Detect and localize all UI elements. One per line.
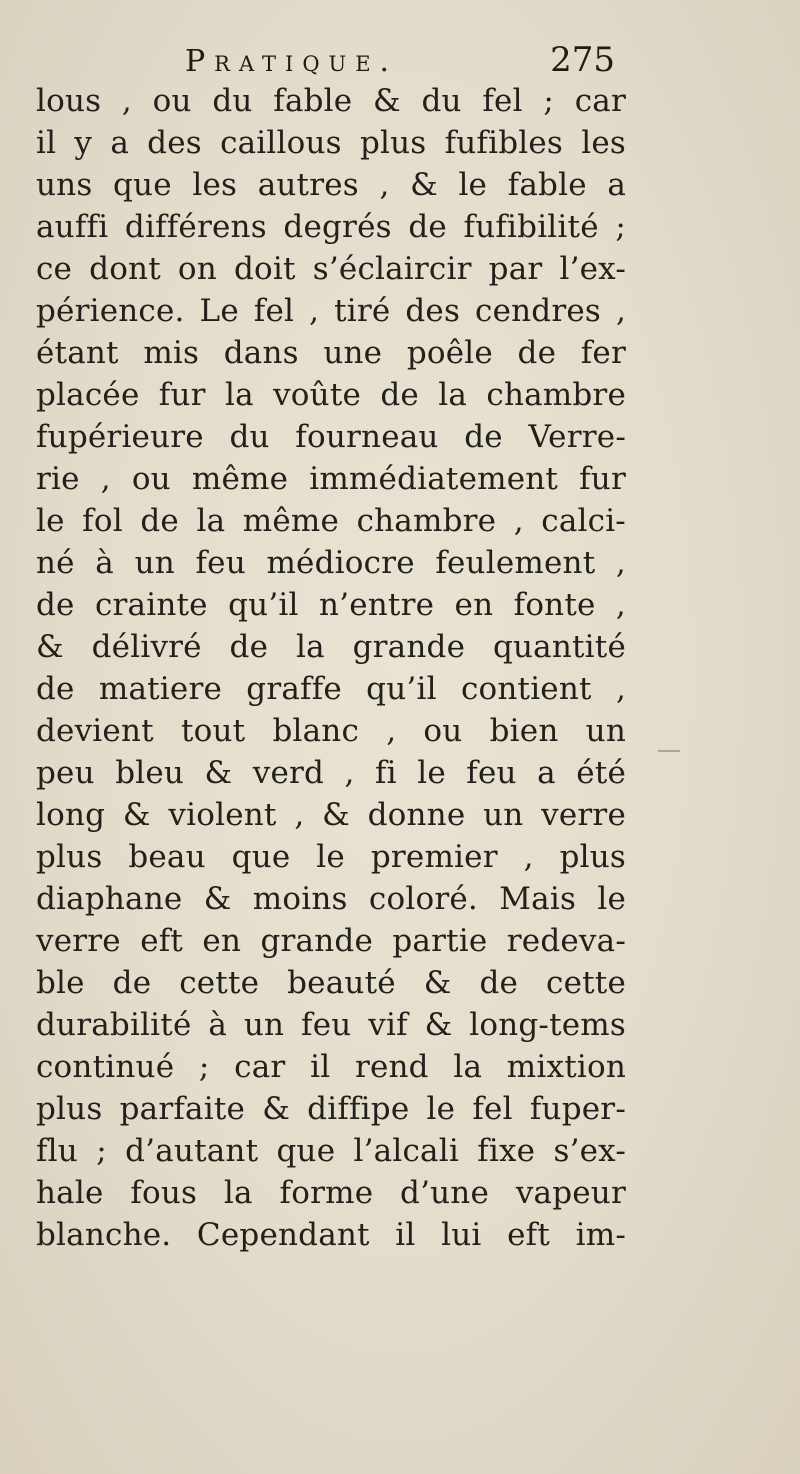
- text-line: lous , ou du fable & du fel ; car: [36, 83, 626, 119]
- text-line: il y a des caillous plus fufibles les: [36, 125, 626, 161]
- margin-mark: [658, 750, 680, 752]
- text-line: de matiere graffe qu’il contient ,: [36, 671, 626, 707]
- text-line: plus beau que le premier , plus: [36, 839, 626, 875]
- text-line: hale fous la forme d’une vapeur: [36, 1175, 626, 1211]
- text-line: & délivré de la grande quantité: [36, 629, 626, 665]
- text-line: ce dont on doit s’éclaircir par l’ex-: [36, 251, 626, 287]
- running-head: Pratique.: [185, 44, 399, 79]
- text-line: uns que les autres , & le fable a: [36, 167, 626, 203]
- text-line: auffi différens degrés de fufibilité ;: [36, 209, 626, 245]
- text-line: peu bleu & verd , fi le feu a été: [36, 755, 626, 791]
- text-line: ble de cette beauté & de cette: [36, 965, 626, 1001]
- text-line: verre eft en grande partie redeva-: [36, 923, 626, 959]
- text-line: continué ; car il rend la mixtion: [36, 1049, 626, 1085]
- text-line: diaphane & moins coloré. Mais le: [36, 881, 626, 917]
- text-line: le fol de la même chambre , calci-: [36, 503, 626, 539]
- body-text: [36, 80, 626, 1256]
- text-line: de crainte qu’il n’entre en fonte ,: [36, 587, 626, 623]
- text-line: placée fur la voûte de la chambre: [36, 377, 626, 413]
- text-line: devient tout blanc , ou bien un: [36, 713, 626, 749]
- text-line: long & violent , & donne un verre: [36, 797, 626, 833]
- page-number: 275: [550, 40, 615, 80]
- text-line: né à un feu médiocre feulement ,: [36, 545, 626, 581]
- text-line: fupérieure du fourneau de Verre-: [36, 419, 626, 455]
- text-line: durabilité à un feu vif & long-tems: [36, 1007, 626, 1043]
- text-line: plus parfaite & diffipe le fel fuper-: [36, 1091, 626, 1127]
- text-line: périence. Le fel , tiré des cendres ,: [36, 293, 626, 329]
- text-line: rie , ou même immédiatement fur: [36, 461, 626, 497]
- text-line: flu ; d’autant que l’alcali fixe s’ex-: [36, 1133, 626, 1169]
- text-line: étant mis dans une poêle de fer: [36, 335, 626, 371]
- text-line: blanche. Cependant il lui eft im-: [36, 1217, 626, 1253]
